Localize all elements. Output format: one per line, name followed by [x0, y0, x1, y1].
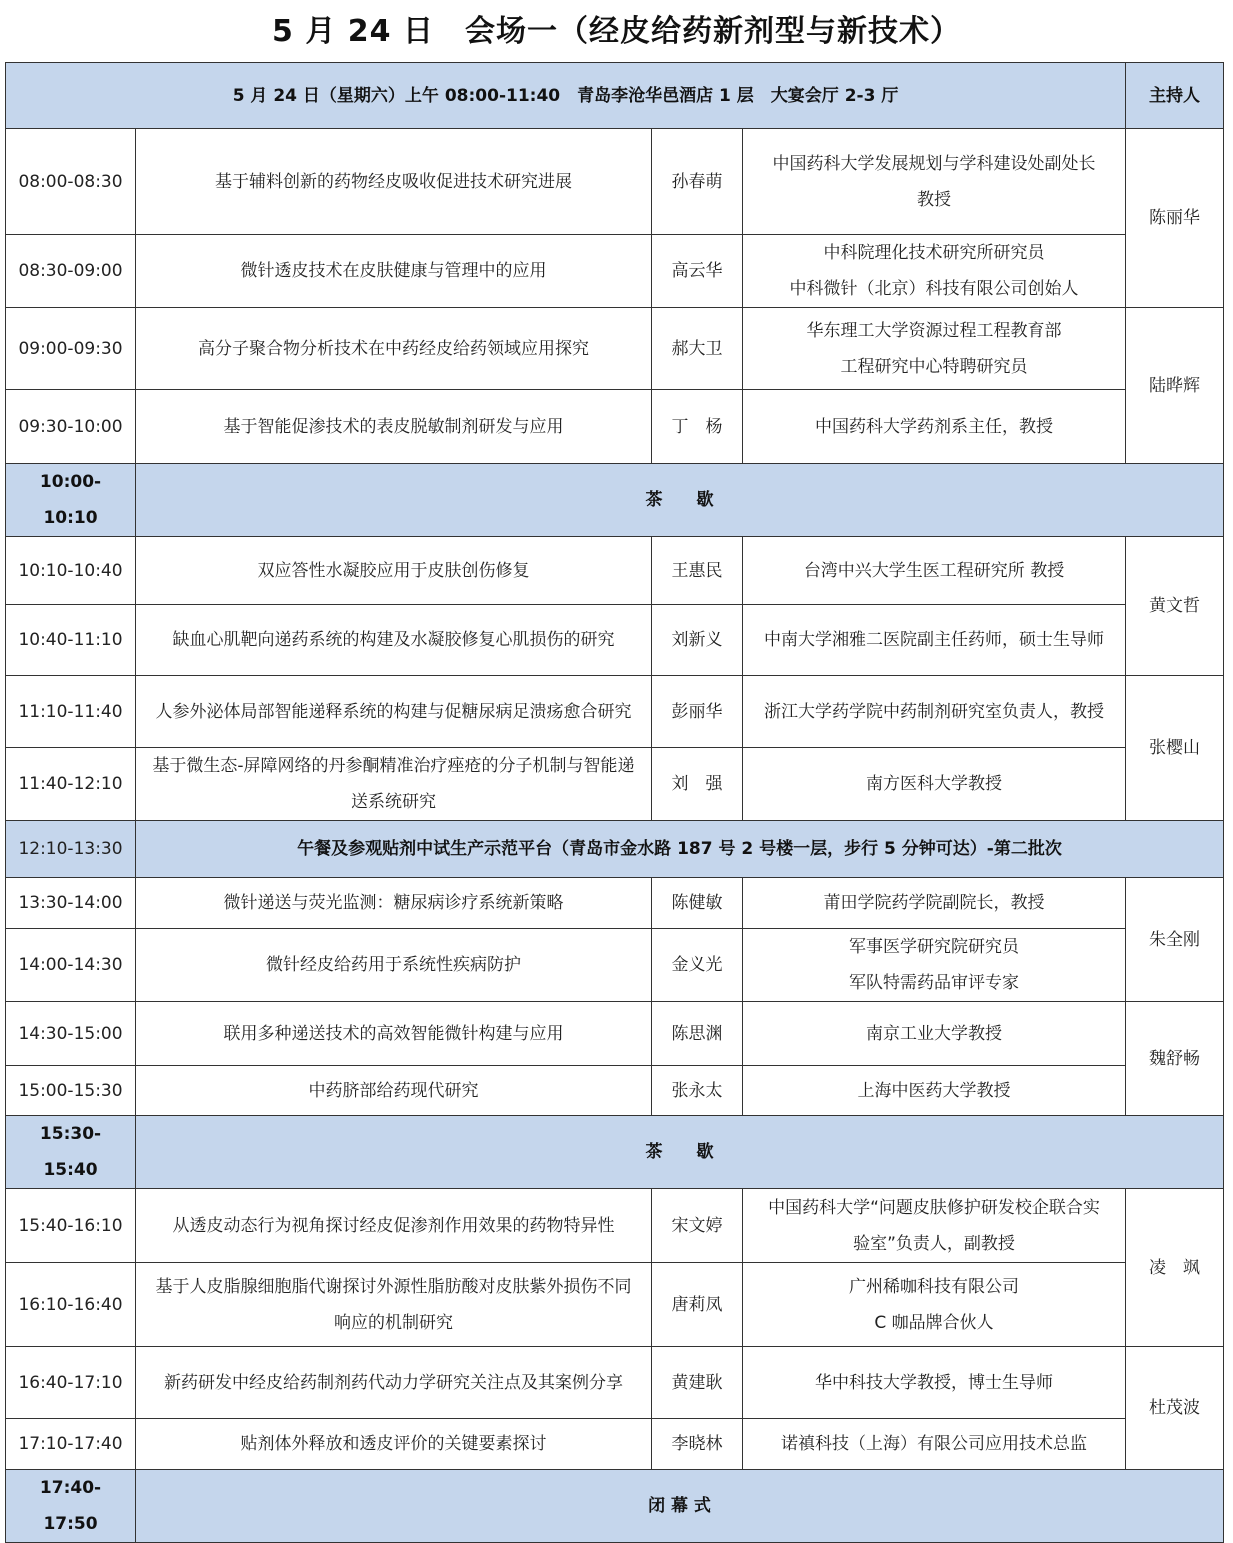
affiliation-cell: 上海中医药大学教授: [743, 1066, 1126, 1116]
host-cell: 魏舒畅: [1126, 1002, 1224, 1116]
topic-cell: 微针递送与荧光监测：糖尿病诊疗系统新策略: [136, 878, 652, 929]
affiliation-cell: 中国药科大学药剂系主任，教授: [743, 390, 1126, 464]
speaker-cell: 刘 强: [652, 748, 743, 821]
time-cell: 16:10-16:40: [6, 1263, 136, 1347]
host-cell: 朱全刚: [1126, 878, 1224, 1002]
break-label-cell: 闭 幕 式: [136, 1470, 1224, 1543]
affiliation-line: 军事医学研究院研究员: [849, 937, 1020, 957]
table-row: [6, 1263, 1224, 1347]
break-row: [6, 821, 1224, 878]
time-cell: 11:40-12:10: [6, 748, 136, 821]
affiliation-line: 中科微针（北京）科技有限公司创始人: [789, 279, 1079, 299]
speaker-cell: 陈思渊: [652, 1002, 743, 1066]
affiliation-cell: [743, 235, 1126, 308]
affiliation-cell: [743, 308, 1126, 390]
affiliation-line: 验室”负责人，副教授: [853, 1233, 1015, 1254]
topic-cell: [136, 1263, 652, 1347]
time-cell: 13:30-14:00: [6, 878, 136, 929]
page-title: 5 月 24 日 会场一（经皮给药新剂型与新技术）: [272, 14, 961, 49]
topic-cell: 高分子聚合物分析技术在中药经皮给药领域应用探究: [136, 308, 652, 390]
time-cell: 11:10-11:40: [6, 676, 136, 748]
host-column-header: 主持人: [1126, 63, 1224, 129]
affiliation-cell: 华中科技大学教授，博士生导师: [743, 1347, 1126, 1419]
table-row: [6, 235, 1224, 308]
affiliation-line: 军队特需药品审评专家: [849, 973, 1020, 993]
affiliation-cell: [743, 129, 1126, 235]
table-row: [6, 1189, 1224, 1263]
topic-cell: 缺血心肌靶向递药系统的构建及水凝胶修复心肌损伤的研究: [136, 605, 652, 676]
speaker-cell: 宋文婷: [652, 1189, 743, 1263]
time-cell: 10:40-11:10: [6, 605, 136, 676]
break-time-cell: 15:30-15:40: [6, 1116, 136, 1189]
speaker-cell: 高云华: [652, 235, 743, 308]
affiliation-cell: 莆田学院药学院副院长，教授: [743, 878, 1126, 929]
affiliation-cell: [743, 929, 1126, 1002]
topic-cell: 联用多种递送技术的高效智能微针构建与应用: [136, 1002, 652, 1066]
affiliation-line: 华东理工大学资源过程工程教育部: [806, 320, 1062, 341]
break-label-cell: 茶 歇: [136, 1116, 1224, 1189]
speaker-cell: 丁 杨: [652, 390, 743, 464]
affiliation-line: 教授: [917, 189, 952, 210]
time-cell: 10:10-10:40: [6, 537, 136, 605]
time-cell: 15:40-16:10: [6, 1189, 136, 1263]
break-row: [6, 464, 1224, 537]
affiliation-line: 广州稀咖科技有限公司: [849, 1276, 1020, 1297]
affiliation-line: C 咖品牌合伙人: [874, 1312, 994, 1333]
session-header-row: [6, 63, 1224, 129]
topic-line: 基于人皮脂腺细胞脂代谢探讨外源性脂肪酸对皮肤紫外损伤不同: [155, 1276, 632, 1297]
speaker-cell: 李晓林: [652, 1419, 743, 1470]
table-row: [6, 308, 1224, 390]
topic-cell: 微针透皮技术在皮肤健康与管理中的应用: [136, 235, 652, 308]
host-cell: 张樱山: [1126, 676, 1224, 821]
affiliation-cell: 台湾中兴大学生医工程研究所 教授: [743, 537, 1126, 605]
table-row: [6, 748, 1224, 821]
affiliation-cell: [743, 1189, 1126, 1263]
break-label-cell: 茶 歇: [136, 464, 1224, 537]
speaker-cell: 金义光: [652, 929, 743, 1002]
session-info: 5 月 24 日（星期六）上午 08:00-11:40 青岛李沧华邑酒店 1 层 大宴会厅 2-3 厅: [6, 63, 1126, 129]
affiliation-cell: 诺禛科技（上海）有限公司应用技术总监: [743, 1419, 1126, 1470]
speaker-cell: 黄建耿: [652, 1347, 743, 1419]
time-cell: 08:00-08:30: [6, 129, 136, 235]
speaker-cell: 郝大卫: [652, 308, 743, 390]
affiliation-line: 中国药科大学“问题皮肤修护研发校企联合实: [768, 1197, 1100, 1218]
affiliation-cell: 南方医科大学教授: [743, 748, 1126, 821]
break-label-cell: 午餐及参观贴剂中试生产示范平台（青岛市金水路 187 号 2 号楼一层，步行 5 分钟可达）-第二批次: [136, 821, 1224, 878]
table-row: [6, 537, 1224, 605]
table-row: [6, 929, 1224, 1002]
table-row: [6, 1002, 1224, 1066]
speaker-cell: 陈健敏: [652, 878, 743, 929]
host-cell: 黄文哲: [1126, 537, 1224, 676]
affiliation-cell: [743, 1263, 1126, 1347]
table-row: [6, 129, 1224, 235]
affiliation-line: 中国药科大学发展规划与学科建设处副处长: [772, 153, 1096, 174]
topic-line: 送系统研究: [351, 792, 436, 812]
topic-cell: 双应答性水凝胶应用于皮肤创伤修复: [136, 537, 652, 605]
time-cell: 15:00-15:30: [6, 1066, 136, 1116]
topic-line: 基于微生态-屏障网络的丹参酮精准治疗痤疮的分子机制与智能递: [152, 756, 635, 776]
affiliation-cell: 浙江大学药学院中药制剂研究室负责人，教授: [743, 676, 1126, 748]
table-row: [6, 390, 1224, 464]
time-cell: 09:30-10:00: [6, 390, 136, 464]
topic-cell: 基于辅料创新的药物经皮吸收促进技术研究进展: [136, 129, 652, 235]
topic-line: 响应的机制研究: [334, 1312, 453, 1333]
affiliation-cell: 中南大学湘雅二医院副主任药师，硕士生导师: [743, 605, 1126, 676]
time-cell: 08:30-09:00: [6, 235, 136, 308]
topic-cell: 人参外泌体局部智能递释系统的构建与促糖尿病足溃疡愈合研究: [136, 676, 652, 748]
topic-cell: [136, 748, 652, 821]
topic-cell: 贴剂体外释放和透皮评价的关键要素探讨: [136, 1419, 652, 1470]
speaker-cell: 孙春萌: [652, 129, 743, 235]
time-cell: 09:00-09:30: [6, 308, 136, 390]
time-cell: 16:40-17:10: [6, 1347, 136, 1419]
break-row: [6, 1116, 1224, 1189]
speaker-cell: 刘新义: [652, 605, 743, 676]
time-cell: 14:00-14:30: [6, 929, 136, 1002]
break-time-cell: 10:00-10:10: [6, 464, 136, 537]
host-cell: 陈丽华: [1126, 129, 1224, 308]
topic-cell: 微针经皮给药用于系统性疾病防护: [136, 929, 652, 1002]
speaker-cell: 张永太: [652, 1066, 743, 1116]
table-row: [6, 605, 1224, 676]
topic-cell: 中药脐部给药现代研究: [136, 1066, 652, 1116]
affiliation-line: 工程研究中心特聘研究员: [840, 356, 1028, 377]
host-cell: 凌 飒: [1126, 1189, 1224, 1347]
table-row: [6, 1347, 1224, 1419]
speaker-cell: 唐莉凤: [652, 1263, 743, 1347]
agenda-table: [5, 62, 1224, 1543]
host-cell: 陆晔辉: [1126, 308, 1224, 464]
host-cell: 杜茂波: [1126, 1347, 1224, 1470]
time-cell: 17:10-17:40: [6, 1419, 136, 1470]
speaker-cell: 彭丽华: [652, 676, 743, 748]
table-row: [6, 1066, 1224, 1116]
affiliation-line: 中科院理化技术研究所研究员: [823, 243, 1045, 263]
time-cell: 14:30-15:00: [6, 1002, 136, 1066]
break-row: [6, 1470, 1224, 1543]
topic-cell: 从透皮动态行为视角探讨经皮促渗剂作用效果的药物特异性: [136, 1189, 652, 1263]
table-row: [6, 878, 1224, 929]
break-time-cell: 12:10-13:30: [6, 821, 136, 878]
break-time-cell: 17:40-17:50: [6, 1470, 136, 1543]
topic-cell: 基于智能促渗技术的表皮脱敏制剂研发与应用: [136, 390, 652, 464]
topic-cell: 新药研发中经皮给药制剂药代动力学研究关注点及其案例分享: [136, 1347, 652, 1419]
speaker-cell: 王惠民: [652, 537, 743, 605]
affiliation-cell: 南京工业大学教授: [743, 1002, 1126, 1066]
table-row: [6, 676, 1224, 748]
table-row: [6, 1419, 1224, 1470]
